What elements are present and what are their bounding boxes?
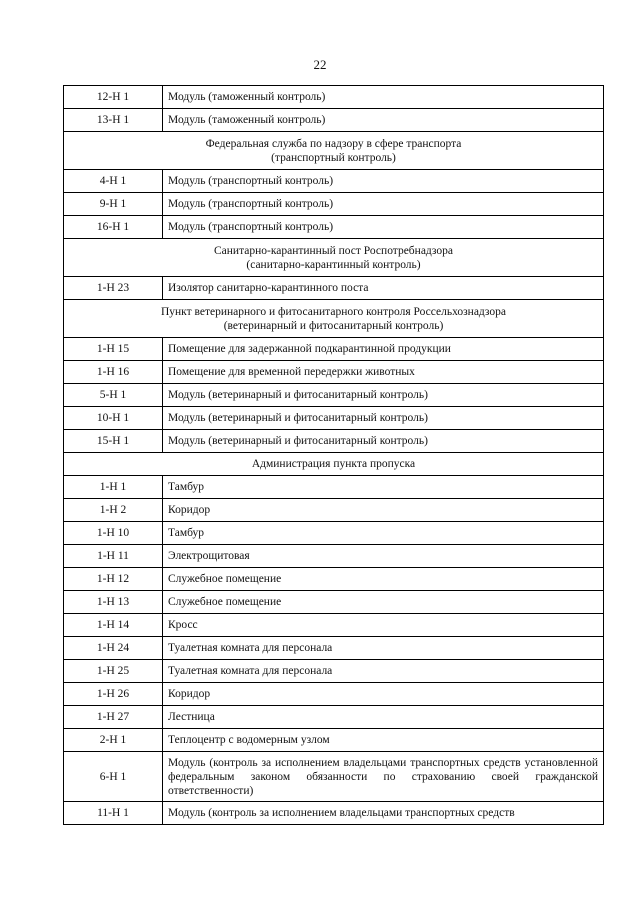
room-description-cell: Лестница (163, 706, 604, 729)
section-title-line: (санитарно-карантинный контроль) (246, 258, 421, 271)
table-row (64, 86, 604, 109)
room-code-cell: 1-Н 15 (64, 338, 163, 361)
table-row (64, 430, 604, 453)
section-title-line: (ветеринарный и фитосанитарный контроль) (223, 319, 444, 332)
room-code-cell: 1-Н 11 (64, 545, 163, 568)
room-code-cell: 5-Н 1 (64, 384, 163, 407)
room-description-cell: Помещение для временной передержки животных (163, 361, 604, 384)
room-code-cell: 1-Н 23 (64, 277, 163, 300)
room-description-cell: Служебное помещение (163, 591, 604, 614)
room-description-cell: Модуль (ветеринарный и фитосанитарный контроль) (163, 407, 604, 430)
room-description-cell: Модуль (таможенный контроль) (163, 109, 604, 132)
table-row (64, 407, 604, 430)
room-code-cell: 1-Н 24 (64, 637, 163, 660)
table-row (64, 109, 604, 132)
room-code-cell: 1-Н 10 (64, 522, 163, 545)
table-row (64, 637, 604, 660)
room-code-cell: 15-Н 1 (64, 430, 163, 453)
table-row (64, 361, 604, 384)
room-description-cell: Туалетная комната для персонала (163, 660, 604, 683)
table-row (64, 752, 604, 802)
room-description-cell: Модуль (ветеринарный и фитосанитарный контроль) (163, 430, 604, 453)
room-code-cell: 1-Н 2 (64, 499, 163, 522)
table-row (64, 384, 604, 407)
section-header-row (64, 239, 604, 277)
room-code-cell: 16-Н 1 (64, 216, 163, 239)
room-code-cell: 1-Н 25 (64, 660, 163, 683)
table-row (64, 499, 604, 522)
room-description-cell: Модуль (контроль за исполнением владельцами транспортных средств установленной федеральным законом обязанности по страхованию своей гражданской ответственности) (163, 752, 604, 802)
section-header-row (64, 300, 604, 338)
table-row (64, 660, 604, 683)
room-description-cell: Служебное помещение (163, 568, 604, 591)
section-header-row (64, 453, 604, 476)
room-description-cell: Электрощитовая (163, 545, 604, 568)
room-description-cell: Помещение для задержанной подкарантинной продукции (163, 338, 604, 361)
section-title-line: (транспортный контроль) (271, 151, 396, 164)
room-description-cell: Модуль (ветеринарный и фитосанитарный контроль) (163, 384, 604, 407)
table-row (64, 170, 604, 193)
room-code-cell: 1-Н 12 (64, 568, 163, 591)
section-title (64, 239, 604, 277)
room-description-cell: Коридор (163, 683, 604, 706)
table-row (64, 216, 604, 239)
room-code-cell: 11-Н 1 (64, 802, 163, 825)
table-row (64, 729, 604, 752)
section-title (64, 300, 604, 338)
table-row (64, 591, 604, 614)
table-row (64, 683, 604, 706)
room-description-cell: Модуль (таможенный контроль) (163, 86, 604, 109)
section-title-line: Федеральная служба по надзору в сфере транспорта (205, 137, 462, 150)
room-code-cell: 6-Н 1 (64, 752, 163, 802)
section-header-row (64, 132, 604, 170)
table-row (64, 706, 604, 729)
room-description-cell: Тамбур (163, 522, 604, 545)
room-code-cell: 1-Н 13 (64, 591, 163, 614)
room-description-cell: Коридор (163, 499, 604, 522)
section-title (64, 132, 604, 170)
section-title-line: Пункт ветеринарного и фитосанитарного контроля Россельхознадзора (160, 305, 507, 318)
room-description-cell: Туалетная комната для персонала (163, 637, 604, 660)
room-description-cell: Теплоцентр с водомерным узлом (163, 729, 604, 752)
room-description-cell: Тамбур (163, 476, 604, 499)
section-title-line: Санитарно-карантинный пост Роспотребнадзора (213, 244, 453, 257)
room-description-cell: Модуль (транспортный контроль) (163, 193, 604, 216)
room-code-cell: 1-Н 26 (64, 683, 163, 706)
premises-table (63, 85, 604, 825)
room-code-cell: 1-Н 1 (64, 476, 163, 499)
room-code-cell: 1-Н 16 (64, 361, 163, 384)
table-row (64, 614, 604, 637)
room-code-cell: 1-Н 27 (64, 706, 163, 729)
table-row (64, 545, 604, 568)
section-title-line: Администрация пункта пропуска (251, 458, 416, 470)
room-code-cell: 12-Н 1 (64, 86, 163, 109)
room-description-cell: Изолятор санитарно-карантинного поста (163, 277, 604, 300)
room-code-cell: 10-Н 1 (64, 407, 163, 430)
table-row (64, 338, 604, 361)
page-number: 22 (313, 57, 327, 72)
table-row (64, 193, 604, 216)
table-row (64, 568, 604, 591)
room-description-cell: Модуль (контроль за исполнением владельцами транспортных средств (163, 802, 604, 825)
table-row (64, 522, 604, 545)
room-description-cell: Модуль (транспортный контроль) (163, 170, 604, 193)
room-description-cell: Кросс (163, 614, 604, 637)
table-row (64, 476, 604, 499)
room-code-cell: 9-Н 1 (64, 193, 163, 216)
room-code-cell: 1-Н 14 (64, 614, 163, 637)
room-code-cell: 2-Н 1 (64, 729, 163, 752)
room-description-cell: Модуль (транспортный контроль) (163, 216, 604, 239)
room-code-cell: 13-Н 1 (64, 109, 163, 132)
table-row (64, 802, 604, 825)
room-code-cell: 4-Н 1 (64, 170, 163, 193)
table-row (64, 277, 604, 300)
section-title (64, 453, 604, 476)
